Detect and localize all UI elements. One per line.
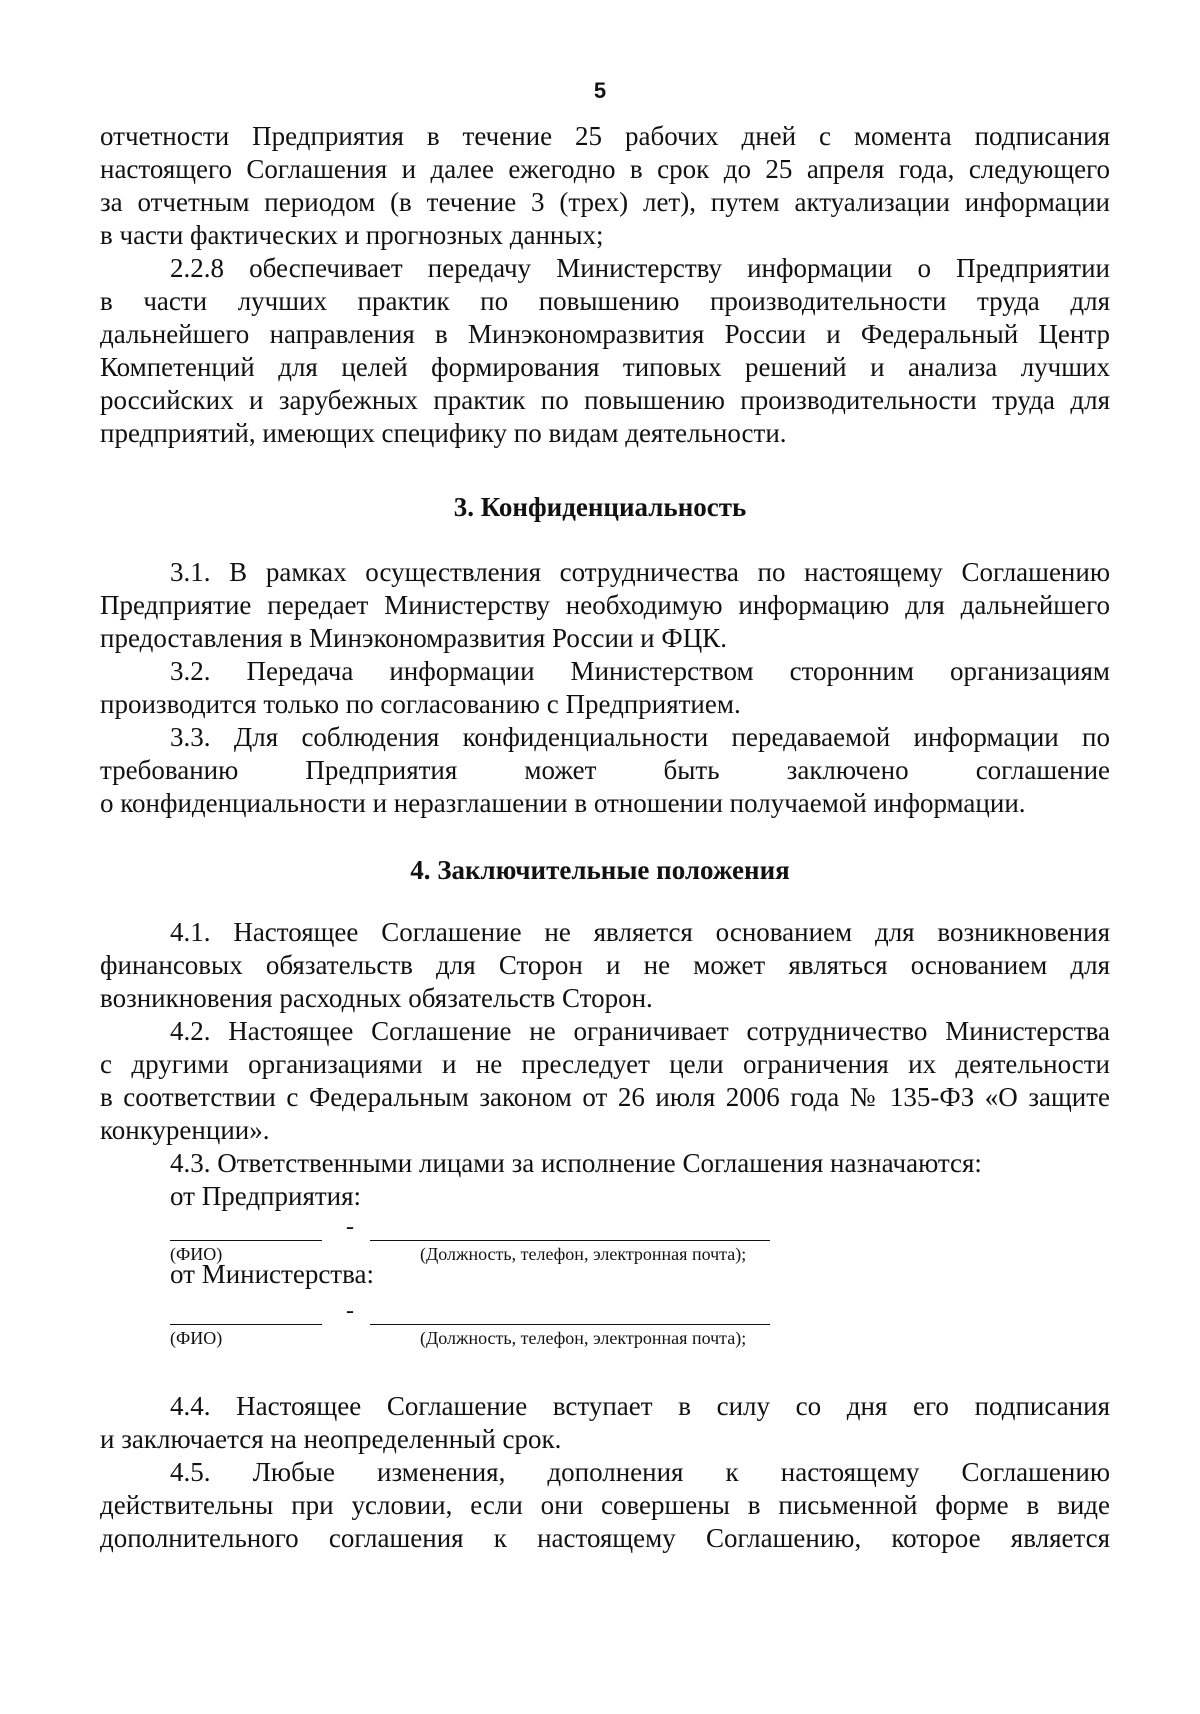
- paragraph-4-3: [100, 1147, 1110, 1180]
- fio-caption: (ФИО): [170, 1244, 223, 1264]
- text-line: настоящего Соглашения и далее ежегодно в срок до 25 апреля года, следующего: [100, 154, 1110, 184]
- text-line: Предприятие передает Министерству необходимую информацию для дальнейшего: [100, 590, 1110, 620]
- text-line: действительны при условии, если они совершены в письменной форме в виде: [100, 1490, 1110, 1520]
- text-line: отчетности Предприятия в течение 25 рабочих дней с момента подписания: [100, 121, 1110, 151]
- text-line: за отчетным периодом (в течение 3 (трех) лет), путем актуализации информации: [100, 187, 1110, 217]
- text-line: российских и зарубежных практик по повышению производительности труда для: [100, 385, 1110, 415]
- text-line: возникновения расходных обязательств Сторон.: [100, 983, 653, 1013]
- text-line: дальнейшего направления в Минэкономразвития России и Федеральный Центр: [100, 319, 1110, 349]
- text-line: дополнительного соглашения к настоящему Соглашению, которое является: [100, 1523, 1110, 1553]
- paragraph-4-2: [100, 1015, 1110, 1147]
- text-line: предприятий, имеющих специфику по видам деятельности.: [100, 418, 787, 448]
- paragraph-4-1: [100, 916, 1110, 1015]
- paragraph-2-2-8: [100, 252, 1110, 450]
- paragraph-3-1: [100, 556, 1110, 655]
- paragraph-2-2-7-continuation: [100, 120, 1110, 252]
- text-line: требованию Предприятия может быть заключено соглашение: [100, 755, 1110, 785]
- text-line: предоставления в Минэкономразвития России и ФЦК.: [100, 623, 727, 653]
- section-heading-3: 3. Конфиденциальность: [453, 492, 747, 522]
- text-line: 3.1. В рамках осуществления сотрудничества по настоящему Соглашению: [170, 557, 1110, 587]
- text-line: 4.1. Настоящее Соглашение не является основанием для возникновения: [170, 917, 1110, 947]
- text-line: 4.2. Настоящее Соглашение не ограничивает сотрудничество Министерства: [170, 1016, 1110, 1046]
- text-line: 4.5. Любые изменения, дополнения к настоящему Соглашению: [170, 1457, 1110, 1487]
- text-line: производится только по согласованию с Предприятием.: [100, 689, 741, 719]
- fio-blank-line: [170, 1324, 322, 1325]
- text-line: в соответствии с Федеральным законом от 26 июля 2006 года № 135-ФЗ «О защите: [100, 1082, 1110, 1112]
- text-line: 4.4. Настоящее Соглашение вступает в силу со дня его подписания: [170, 1391, 1110, 1421]
- paragraph-4-4: [100, 1390, 1110, 1456]
- ministry-signature-row: [170, 1298, 770, 1380]
- text-line: с другими организациями и не преследует цели ограничения их деятельности: [100, 1049, 1110, 1079]
- details-caption: (Должность, телефон, электронная почта);: [420, 1328, 747, 1348]
- text-line: и заключается на неопределенный срок.: [100, 1424, 562, 1454]
- text-line: Компетенций для целей формирования типовых решений и анализа лучших: [100, 352, 1110, 382]
- details-caption: (Должность, телефон, электронная почта);: [420, 1244, 747, 1264]
- from-ministry-label: от Министерства:: [170, 1259, 374, 1289]
- paragraph-4-5: [100, 1456, 1110, 1555]
- page-number: 5: [593, 78, 607, 103]
- paragraph-3-2: [100, 655, 1110, 721]
- text-line: 4.3. Ответственными лицами за исполнение Соглашения назначаются:: [170, 1148, 982, 1178]
- text-line: 3.2. Передача информации Министерством сторонним организациям: [170, 656, 1110, 686]
- fio-caption: (ФИО): [170, 1328, 223, 1348]
- fio-blank-line: [170, 1240, 322, 1241]
- text-line: в части фактических и прогнозных данных;: [100, 220, 604, 250]
- from-enterprise-label: от Предприятия:: [170, 1181, 362, 1211]
- text-line: финансовых обязательств для Сторон и не может являться основанием для: [100, 950, 1110, 980]
- text-line: 3.3. Для соблюдения конфиденциальности передаваемой информации по: [170, 722, 1110, 752]
- text-line: в части лучших практик по повышению производительности труда для: [100, 286, 1110, 316]
- signature-dash: -: [346, 1214, 354, 1240]
- details-blank-line: [370, 1324, 770, 1325]
- signature-dash: -: [346, 1298, 354, 1324]
- paragraph-3-3: [100, 721, 1110, 820]
- text-line: 2.2.8 обеспечивает передачу Министерству информации о Предприятии: [170, 253, 1110, 283]
- text-line: о конфиденциальности и неразглашении в отношении получаемой информации.: [100, 788, 1026, 818]
- details-blank-line: [370, 1240, 770, 1241]
- section-heading-4: 4. Заключительные положения: [410, 855, 790, 885]
- text-line: конкуренции».: [100, 1115, 270, 1145]
